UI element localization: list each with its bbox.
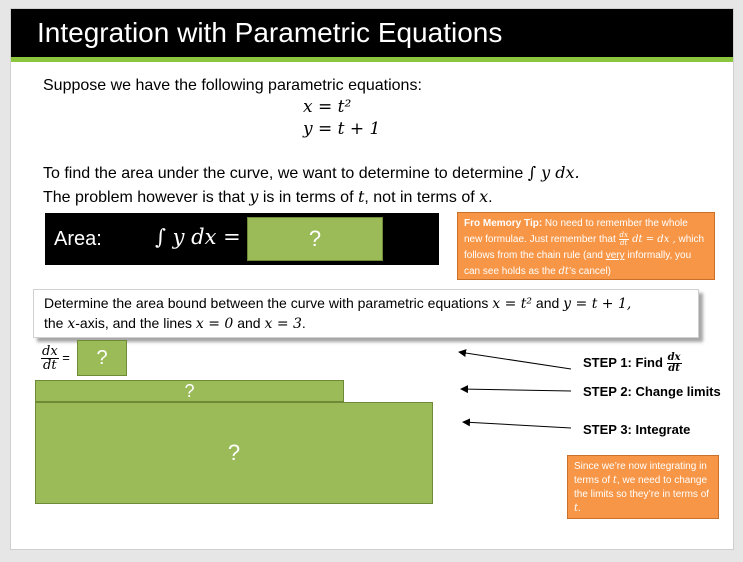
memory-tip-frac-num: dx <box>619 231 628 239</box>
problem-limit-upper: x = 3 <box>264 316 302 332</box>
dxdt-num: dx <box>42 344 58 359</box>
problem-line2-end: . <box>301 315 306 331</box>
dxdt-equals: = <box>62 349 70 365</box>
slide-title: Integration with Parametric Equations <box>37 17 503 48</box>
step2-answer-box[interactable]: ? <box>35 380 344 402</box>
line2-text-b: is in terms of <box>258 189 358 206</box>
memory-tip-text-c: which follows from the chain rule (and <box>464 234 705 262</box>
limits-note-t2: t <box>574 503 579 514</box>
limits-note-text-c: . <box>578 503 581 514</box>
problem-and-2: and <box>233 315 265 331</box>
arrow-step3 <box>463 422 571 428</box>
equation-x: x = t² <box>303 97 352 117</box>
step2-label: STEP 2: Change limits <box>583 384 721 399</box>
arrow-step2 <box>461 389 571 391</box>
memory-tip-underlined: very <box>605 250 625 262</box>
intro-text: Suppose we have the following parametric equations: <box>43 77 422 94</box>
line2-t: t <box>357 187 365 206</box>
problem-eq-y: y = t + 1, <box>563 296 632 312</box>
step1-text: STEP 1: Find <box>583 354 667 370</box>
step1-frac-den: dt <box>668 363 680 374</box>
problem-limit-lower: x = 0 <box>195 316 234 332</box>
problem-line1-text: Determine the area bound between the curve with parametric equations <box>44 295 493 311</box>
memory-tip-heading: Fro Memory Tip: <box>464 218 543 229</box>
line1-integral: ∫ y dx. <box>527 163 580 182</box>
step1-answer-box[interactable]: ? <box>77 340 127 376</box>
problem-eq-x: x = t² <box>492 296 533 312</box>
line2-text-d: . <box>488 189 493 206</box>
step1-frac-num: dx <box>667 352 681 363</box>
memory-tip-text-e: ’s cancel) <box>568 266 611 278</box>
line2-text-c: , not in terms of <box>364 189 480 206</box>
step3-answer-box[interactable]: ? <box>35 402 433 504</box>
line2-x: x <box>479 187 489 206</box>
step3-label: STEP 3: Integrate <box>583 422 691 437</box>
line2-y: y <box>249 187 259 206</box>
arrow-step1 <box>459 352 571 369</box>
problem-x-axis-var: x <box>67 316 76 332</box>
limits-note-text-b: , we need to change the limits so they’re in terms of <box>574 475 710 500</box>
limits-note-box <box>567 455 719 519</box>
area-label: Area: <box>54 228 102 250</box>
area-integral: ∫ y dx = <box>155 225 241 249</box>
line1-text: To find the area under the curve, we want to determine to determine <box>43 165 528 182</box>
memory-tip-text-b: dt = dx , <box>628 234 676 246</box>
limits-note-text-a: Since we’re now integrating in terms of <box>574 461 707 486</box>
area-answer-box[interactable]: ? <box>247 217 383 261</box>
memory-tip-frac-den: dt <box>620 239 628 247</box>
equation-y: y = t + 1 <box>303 119 381 139</box>
problem-line2-text-b: -axis, and the lines <box>75 315 196 331</box>
problem-line2-text-a: the <box>44 315 68 331</box>
dxdt-den: dt <box>43 358 57 373</box>
memory-tip-dt: dt <box>558 266 569 278</box>
slide <box>10 8 734 550</box>
step1-fraction <box>667 353 682 374</box>
line2-text-a: The problem however is that <box>43 189 250 206</box>
problem-and-1: and <box>532 295 564 311</box>
memory-tip-text-a: No need to remember the whole new formulae. Just remember that <box>464 218 688 246</box>
memory-tip-text-d: informally, you can see holds as the <box>464 250 692 278</box>
limits-note-t1: t <box>612 475 617 486</box>
step1-label <box>583 353 682 374</box>
